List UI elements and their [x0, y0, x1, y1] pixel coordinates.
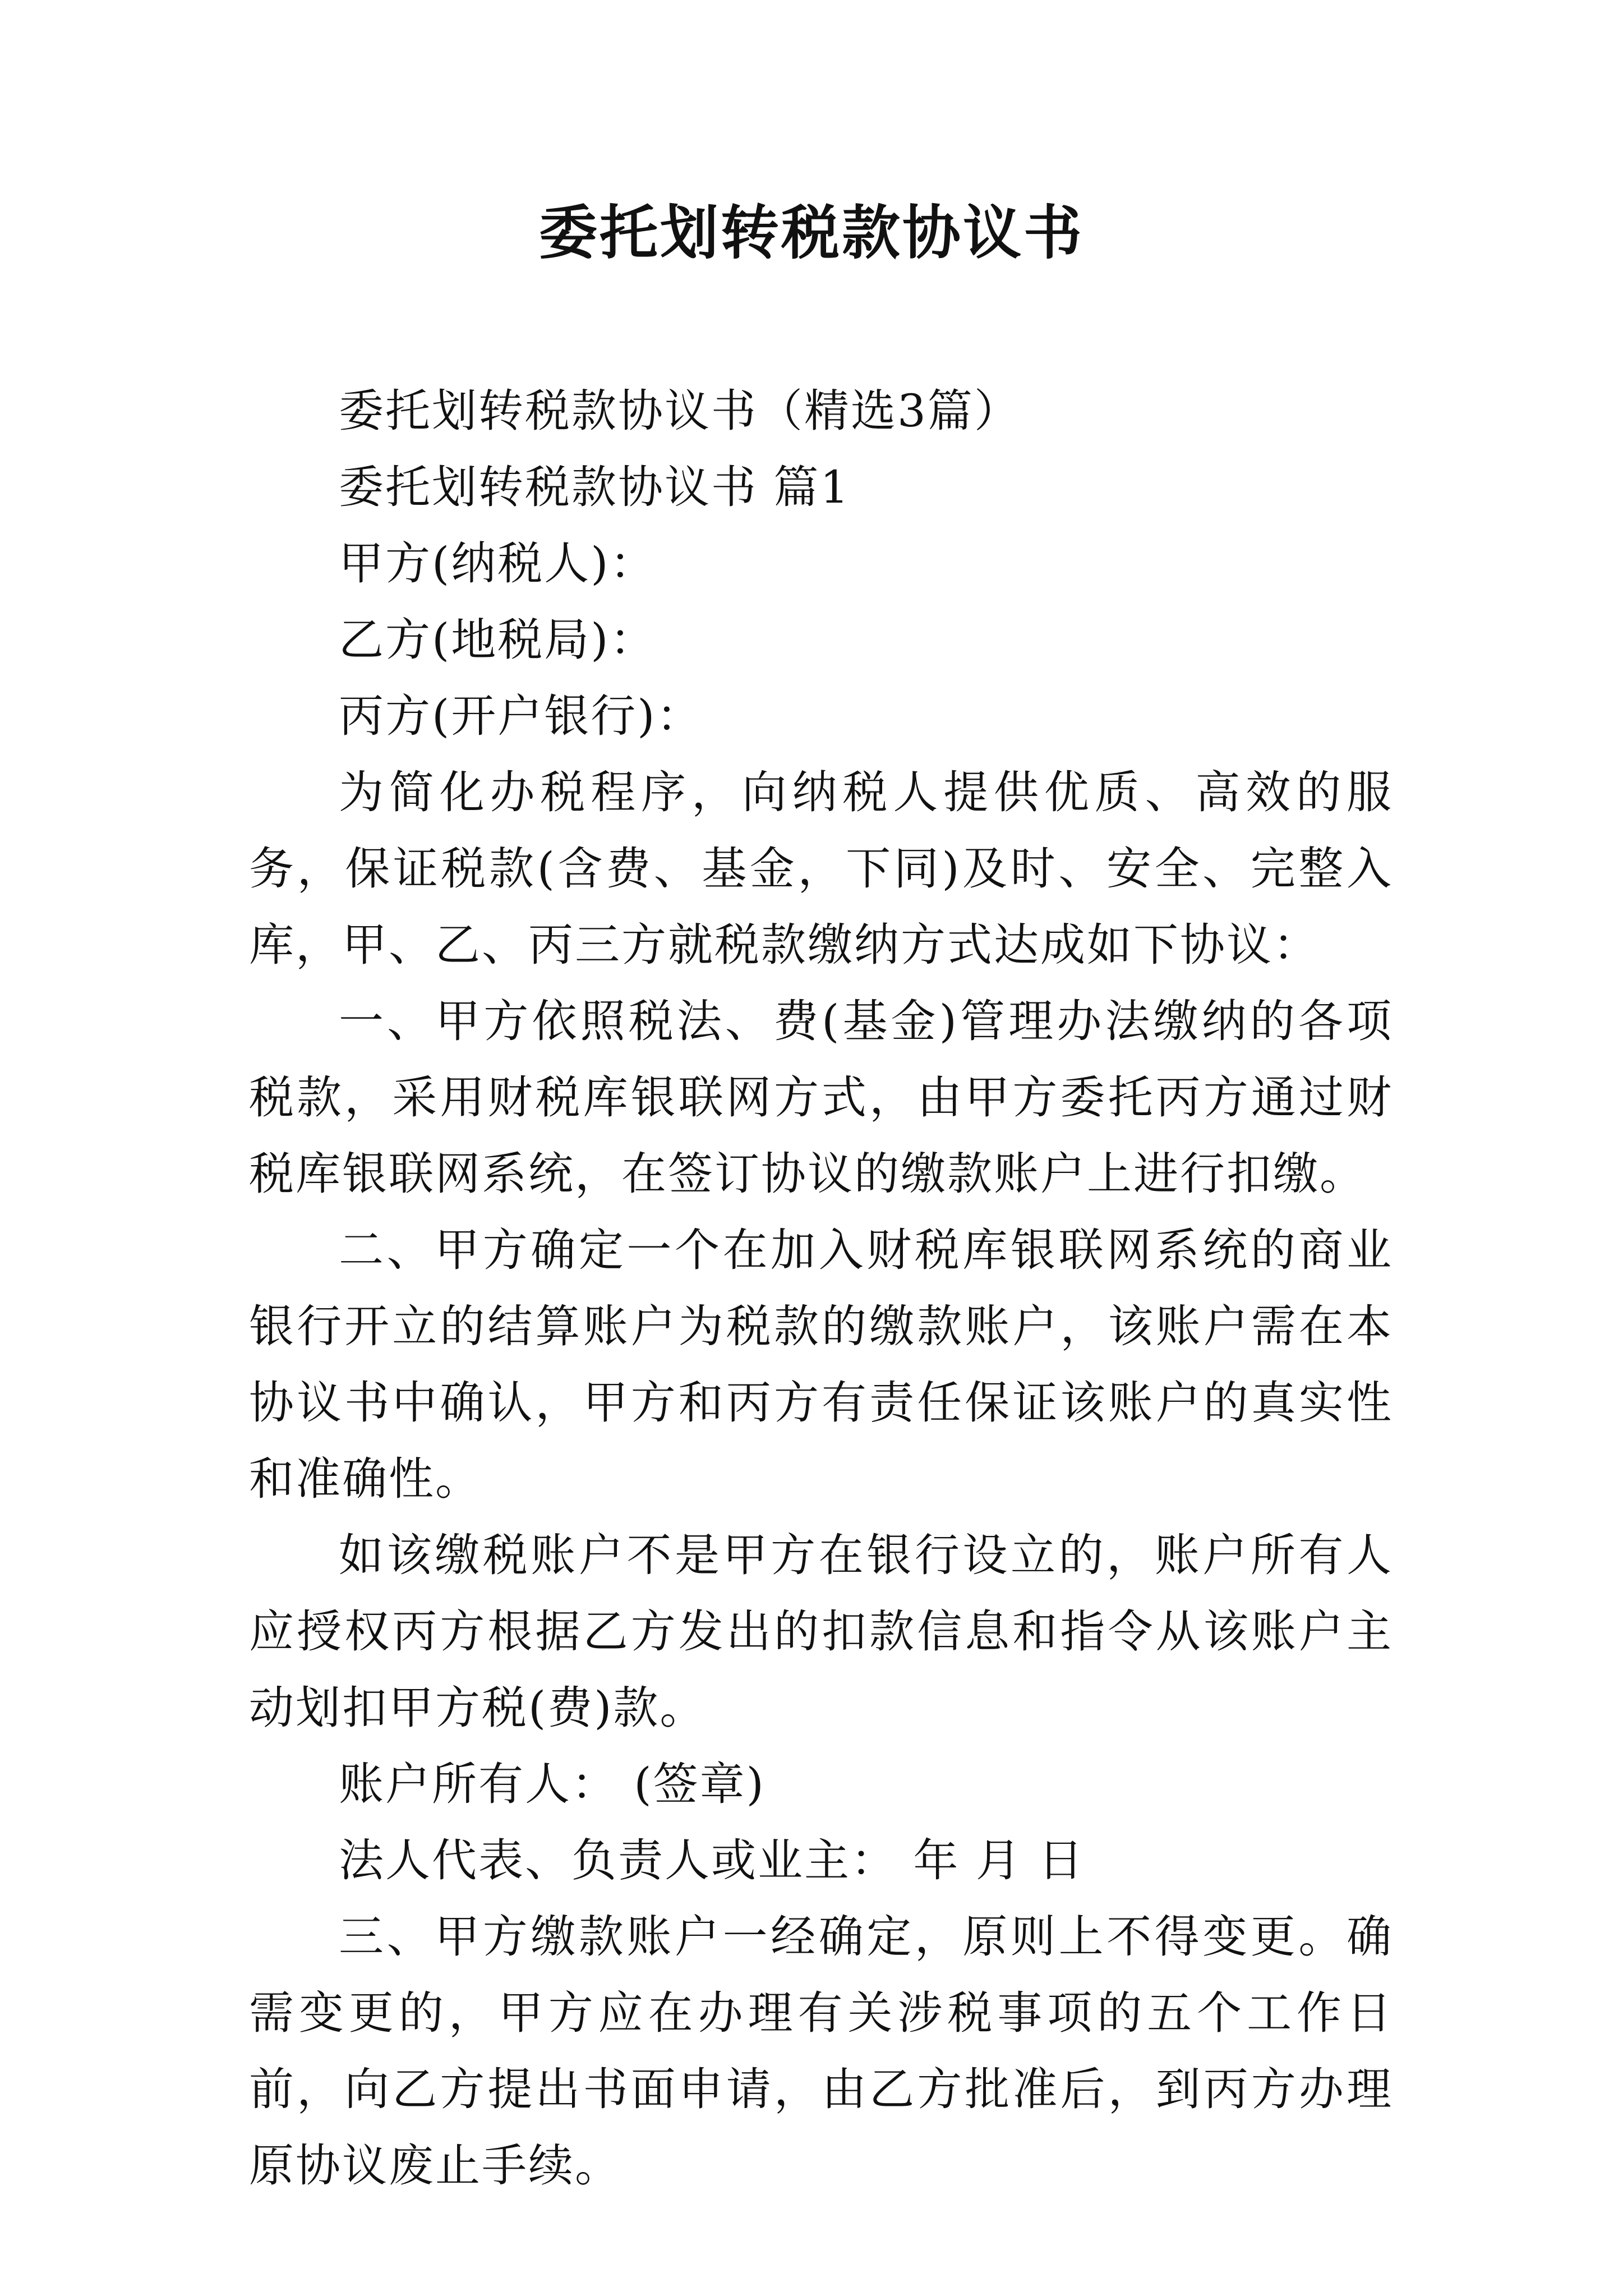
party-c-line: 丙方(开户银行)： [339, 690, 703, 742]
intro-paragraph: 为简化办税程序，向纳税人提供优质、高效的服务，保证税款(含费、基金，下同)及时、安全、完整入库，甲、乙、丙三方就税款缴纳方式达成如下协议： [249, 766, 1393, 971]
legal-rep-line: 法人代表、负责人或业主： 年 月 日 [339, 1834, 1085, 1887]
subtitle: 委托划转税款协议书（精选3篇） [339, 385, 1021, 437]
account-owner-line: 账户所有人： (签章) [339, 1758, 766, 1810]
clause-2-note-paragraph: 如该缴税账户不是甲方在银行设立的，账户所有人应授权丙方根据乙方发出的扣款信息和指令从该账户主动划扣甲方税(费)款。 [249, 1529, 1393, 1734]
document-title: 委托划转税款协议书 [538, 198, 1084, 267]
clause-3-paragraph: 三、甲方缴款账户一经确定，原则上不得变更。确需变更的，甲方应在办理有关涉税事项的五个工作日前，向乙方提出书面申请，由乙方批准后，到丙方办理原协议废止手续。 [249, 1911, 1393, 2192]
document-body [249, 373, 1393, 2204]
clause-2-paragraph: 二、甲方确定一个在加入财税库银联网系统的商业银行开立的结算账户为税款的缴款账户，该账户需在本协议书中确认，甲方和丙方有责任保证该账户的真实性和准确性。 [249, 1224, 1393, 1505]
party-a-line: 甲方(纳税人)： [339, 537, 657, 590]
clause-1-paragraph: 一、甲方依照税法、费(基金)管理办法缴纳的各项税款，采用财税库银联网方式，由甲方委托丙方通过财税库银联网系统，在签订协议的缴款账户上进行扣缴。 [249, 995, 1393, 1200]
party-b-line: 乙方(地税局)： [339, 614, 657, 666]
section-heading: 委托划转税款协议书 篇1 [339, 461, 851, 513]
